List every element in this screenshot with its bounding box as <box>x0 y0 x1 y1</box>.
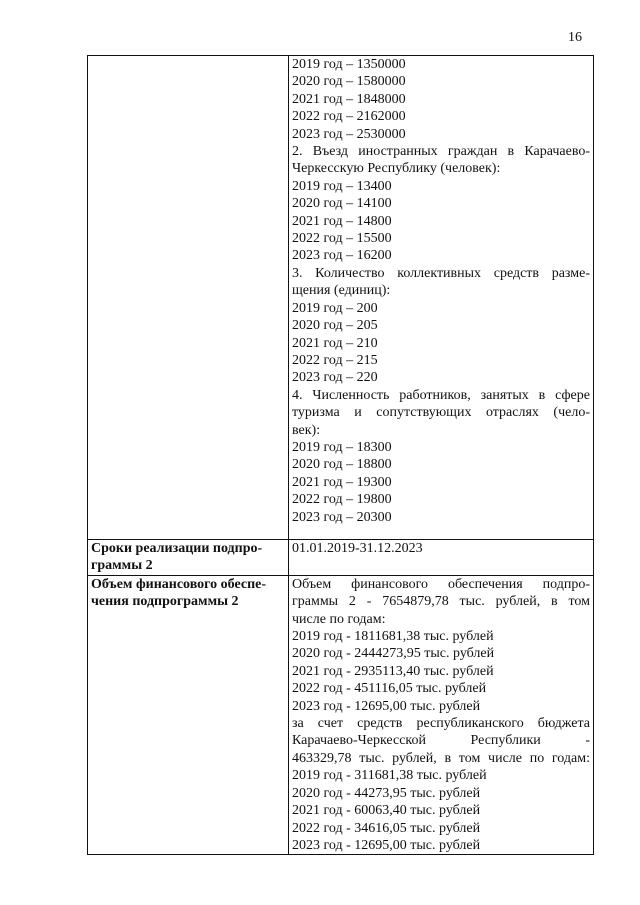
passport-table <box>87 55 594 855</box>
indicator-line: 2021 год – 19300 <box>292 474 392 490</box>
financing-line: 2022 год - 34616,05 тыс. рублей <box>292 820 481 836</box>
indicator-line: 2021 год – 210 <box>292 335 378 351</box>
indicator-line: 2022 год – 15500 <box>292 231 392 247</box>
indicator-line: туризма и сопутствующих отраслях (чело- <box>292 405 590 421</box>
financing-label-cell <box>88 575 289 855</box>
financing-label: чения подпрограммы 2 <box>91 594 239 610</box>
financing-line: 463329,78 тыс. рублей, в том числе по годам: <box>292 750 590 766</box>
indicator-line: 2023 год – 2530000 <box>292 126 406 142</box>
indicator-line: 2. Въезд иностранных граждан в Карачаево- <box>292 144 590 160</box>
indicator-line: щения (единиц): <box>292 283 391 299</box>
indicator-line: 2023 год – 220 <box>292 370 378 386</box>
indicator-line: 2020 год – 18800 <box>292 457 392 473</box>
indicator-line: 4. Численность работников, занятых в сфере <box>292 387 590 403</box>
indicator-line: 2020 год – 205 <box>292 318 378 334</box>
indicator-line: 2021 год – 14800 <box>292 213 392 229</box>
terms-label: Сроки реализации подпро- <box>91 541 263 556</box>
financing-line: 2020 год - 44273,95 тыс. рублей <box>292 785 481 801</box>
indicator-line: 2021 год – 1848000 <box>292 91 406 107</box>
indicator-line: век): <box>292 422 321 438</box>
financing-line: Карачаево-Черкесской Республики - <box>292 733 590 749</box>
financing-line: 2023 год - 12695,00 тыс. рублей <box>292 698 481 714</box>
indicator-line: 2023 год – 20300 <box>292 509 392 525</box>
indicator-line: 2023 год – 16200 <box>292 248 392 264</box>
terms-label: граммы 2 <box>91 558 153 574</box>
financing-line: 2019 год - 1811681,38 тыс. рублей <box>292 629 494 645</box>
indicator-line: 2019 год – 200 <box>292 300 378 316</box>
indicator-line: 2022 год – 2162000 <box>292 109 406 125</box>
page-number: 16 <box>568 30 582 45</box>
financing-label: Объем финансового обеспе- <box>91 576 267 592</box>
financing-value-cell <box>289 575 594 855</box>
table-row-financing <box>88 575 594 855</box>
financing-line: числе по годам: <box>292 611 386 627</box>
financing-line: граммы 2 - 7654879,78 тыс. рублей, в том <box>292 594 590 610</box>
financing-line: 2023 год - 12695,00 тыс. рублей <box>292 837 481 853</box>
indicator-line: 2020 год – 14100 <box>292 196 392 212</box>
indicators-value-cell <box>289 56 594 540</box>
financing-line: 2020 год - 2444273,95 тыс. рублей <box>292 646 495 662</box>
financing-line: 2022 год - 451116,05 тыс. рублей <box>292 681 487 697</box>
table-row-terms <box>88 540 594 576</box>
indicators-label-cell <box>88 56 289 540</box>
indicator-line: 2019 год – 13400 <box>292 178 392 194</box>
terms-label-cell <box>88 540 289 576</box>
indicator-line: Черкесскую Республику (человек): <box>292 161 501 177</box>
terms-value: 01.01.2019-31.12.2023 <box>292 541 423 556</box>
indicator-line: 2022 год – 19800 <box>292 492 392 508</box>
financing-line: за счет средств республиканского бюджета <box>292 716 590 732</box>
financing-line: 2021 год - 2935113,40 тыс. рублей <box>292 663 494 679</box>
indicator-line: 2020 год – 1580000 <box>292 74 406 90</box>
indicator-line: 3. Количество коллективных средств разме- <box>292 265 590 281</box>
indicator-line: 2022 год – 215 <box>292 352 378 368</box>
table-row-indicators <box>88 56 594 540</box>
indicator-line: 2019 год – 18300 <box>292 439 392 455</box>
terms-value-cell <box>289 540 594 576</box>
financing-line: 2019 год - 311681,38 тыс. рублей <box>292 768 487 784</box>
indicator-line: 2019 год – 1350000 <box>292 57 406 72</box>
financing-line: Объем финансового обеспечения подпро- <box>292 576 590 592</box>
financing-line: 2021 год - 60063,40 тыс. рублей <box>292 803 481 819</box>
